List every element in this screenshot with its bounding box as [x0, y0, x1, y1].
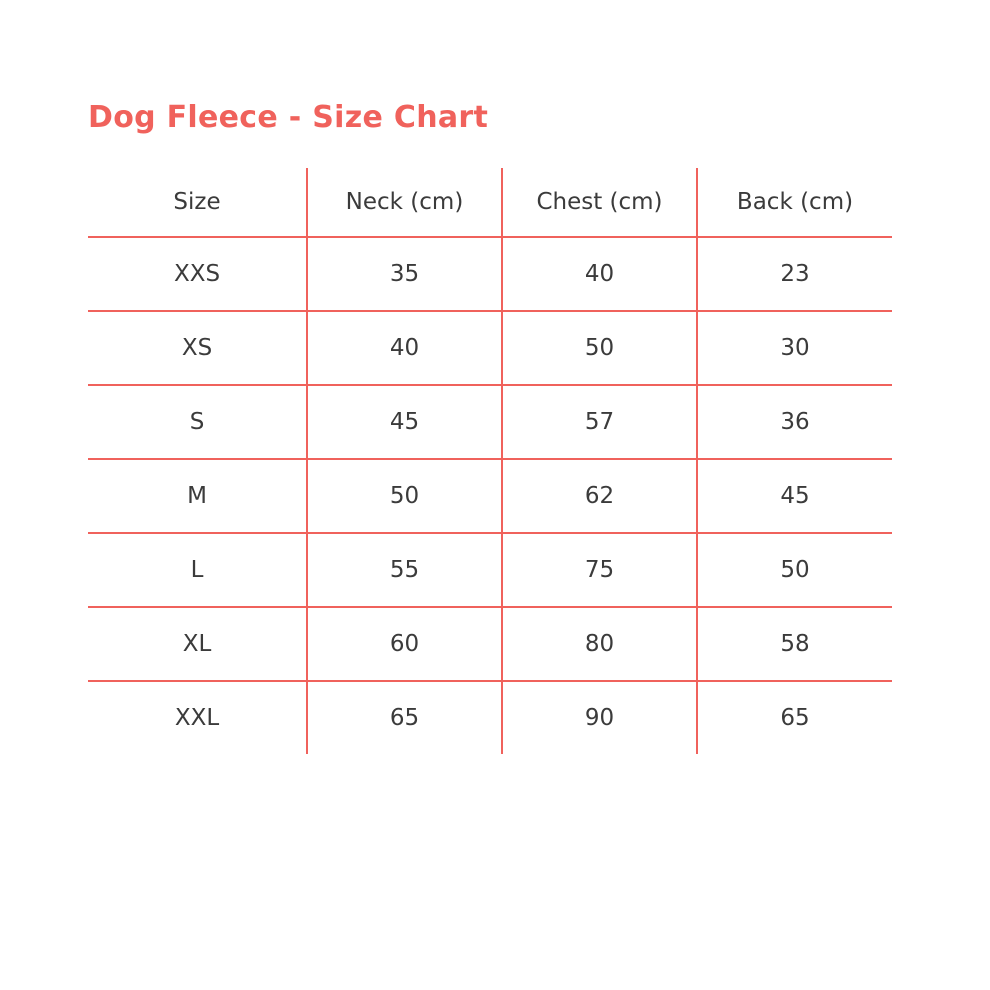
cell-back: 50 [697, 533, 892, 607]
table-header [88, 168, 892, 237]
table-row [88, 311, 892, 385]
cell-neck: 45 [307, 385, 502, 459]
cell-chest: 75 [502, 533, 697, 607]
table-row [88, 607, 892, 681]
column-header-size: Size [88, 168, 307, 237]
table-row [88, 681, 892, 754]
cell-size: XS [88, 311, 307, 385]
cell-chest: 40 [502, 237, 697, 311]
cell-chest: 62 [502, 459, 697, 533]
page-title: Dog Fleece - Size Chart [88, 100, 489, 135]
column-header-neck: Neck (cm) [307, 168, 502, 237]
cell-chest: 80 [502, 607, 697, 681]
table-row [88, 533, 892, 607]
cell-neck: 50 [307, 459, 502, 533]
cell-neck: 40 [307, 311, 502, 385]
cell-size: XXL [174, 705, 220, 731]
cell-size: S [88, 385, 307, 459]
cell-chest: 57 [502, 385, 697, 459]
cell-back: 30 [697, 311, 892, 385]
cell-neck: 65 [307, 681, 502, 754]
cell-chest: 90 [502, 681, 697, 754]
size-chart-table [88, 168, 892, 754]
cell-neck: 60 [307, 607, 502, 681]
cell-size: XL [88, 607, 307, 681]
cell-back: 23 [697, 237, 892, 311]
cell-chest: 50 [502, 311, 697, 385]
cell-size: M [88, 459, 307, 533]
table-body [88, 237, 892, 754]
table-row [88, 459, 892, 533]
column-header-back: Back (cm) [697, 168, 892, 237]
cell-size: L [88, 533, 307, 607]
cell-back: 36 [697, 385, 892, 459]
column-header-chest: Chest (cm) [502, 168, 697, 237]
cell-back: 45 [697, 459, 892, 533]
cell-size: XXS [88, 237, 307, 311]
table-row [88, 385, 892, 459]
cell-neck: 35 [307, 237, 502, 311]
cell-back: 65 [697, 681, 892, 754]
cell-back: 58 [697, 607, 892, 681]
table-header-row [88, 168, 892, 237]
table-row [88, 237, 892, 311]
cell-neck: 55 [307, 533, 502, 607]
